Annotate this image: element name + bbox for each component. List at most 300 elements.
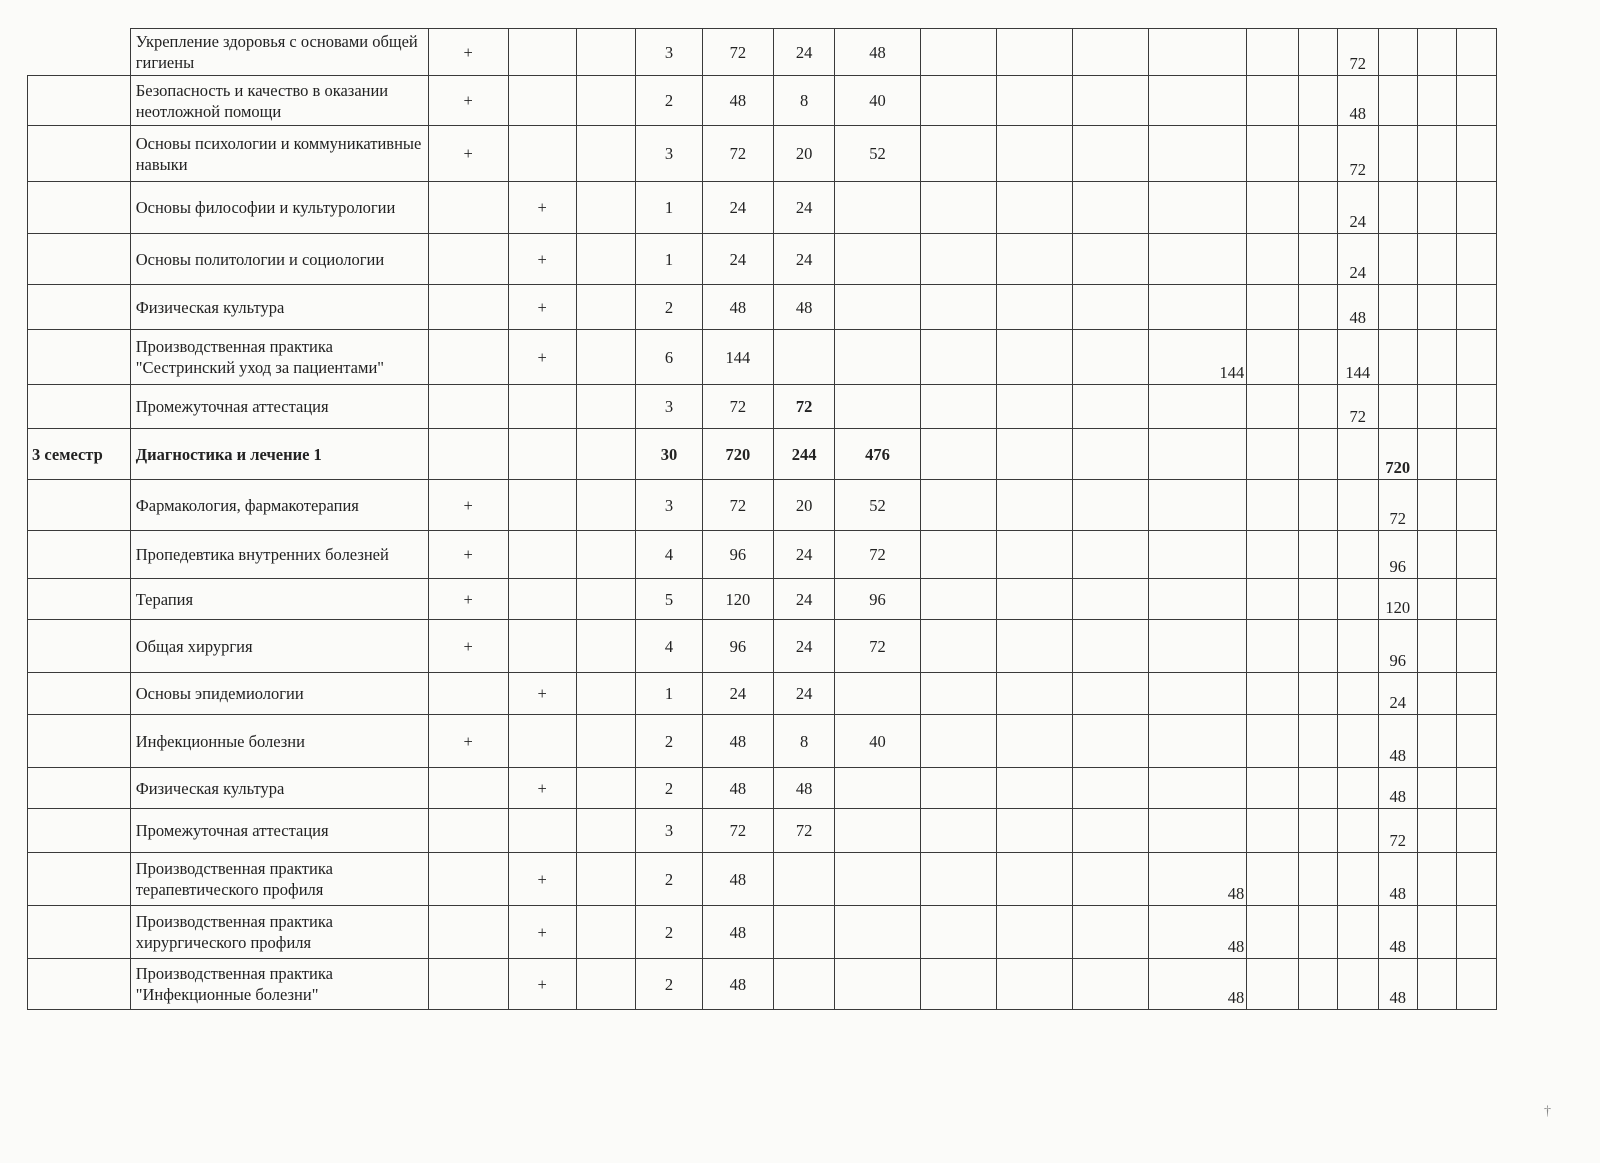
- internship-hours-cell: [1148, 620, 1247, 673]
- credit-mark-cell: [508, 385, 576, 429]
- credit-mark-cell: +: [508, 234, 576, 285]
- internship-hours-cell: 48: [1148, 853, 1247, 906]
- empty-cell: [1072, 29, 1148, 76]
- empty-cell: [920, 76, 996, 126]
- semester-total-cell: 48: [1378, 768, 1417, 809]
- empty-cell: [1247, 234, 1298, 285]
- credit-mark-cell: +: [508, 959, 576, 1010]
- total-hours-cell: 24: [702, 182, 773, 234]
- credit-units-cell: 30: [636, 429, 703, 480]
- discipline-name-cell: Безопасность и качество в оказании неотложной помощи: [130, 76, 428, 126]
- total-hours-cell: 144: [702, 330, 773, 385]
- credit-mark-cell: [508, 579, 576, 620]
- table-row: [28, 182, 1497, 234]
- empty-cell: [1417, 285, 1456, 330]
- exam-mark-cell: [428, 768, 508, 809]
- discipline-name-cell: Терапия: [130, 579, 428, 620]
- empty-cell: [1337, 673, 1378, 715]
- exam-mark-cell: [428, 234, 508, 285]
- semester-cell: 3 семестр: [28, 429, 131, 480]
- empty-cell: [996, 906, 1072, 959]
- empty-cell: [1247, 480, 1298, 531]
- semester-cell: [28, 809, 131, 853]
- semester-cell: [28, 531, 131, 579]
- empty-cell: [1337, 579, 1378, 620]
- internship-hours-cell: [1148, 429, 1247, 480]
- internship-hours-cell: [1148, 76, 1247, 126]
- credit-mark-cell: [508, 29, 576, 76]
- exam-mark-cell: [428, 959, 508, 1010]
- internship-hours-cell: [1148, 182, 1247, 234]
- empty-cell: [1072, 620, 1148, 673]
- table-row: [28, 29, 1497, 76]
- empty-cell: [576, 330, 636, 385]
- semester-total-cell: 24: [1337, 234, 1378, 285]
- empty-cell: [1378, 29, 1417, 76]
- empty-cell: [1298, 673, 1337, 715]
- discipline-name-cell: Основы эпидемиологии: [130, 673, 428, 715]
- table-row: [28, 853, 1497, 906]
- empty-cell: [920, 853, 996, 906]
- credit-mark-cell: +: [508, 285, 576, 330]
- semester-cell: [28, 673, 131, 715]
- total-hours-cell: 48: [702, 959, 773, 1010]
- empty-cell: [1456, 620, 1496, 673]
- empty-cell: [1247, 429, 1298, 480]
- semester-total-cell: 24: [1337, 182, 1378, 234]
- credit-mark-cell: +: [508, 330, 576, 385]
- empty-cell: [920, 620, 996, 673]
- semester-cell: [28, 385, 131, 429]
- empty-cell: [576, 715, 636, 768]
- empty-cell: [996, 234, 1072, 285]
- credit-mark-cell: [508, 715, 576, 768]
- empty-cell: [1247, 126, 1298, 182]
- empty-cell: [1298, 385, 1337, 429]
- lecture-hours-cell: [773, 330, 835, 385]
- empty-cell: [1298, 285, 1337, 330]
- empty-cell: [1072, 809, 1148, 853]
- empty-cell: [996, 809, 1072, 853]
- empty-cell: [920, 579, 996, 620]
- empty-cell: [996, 959, 1072, 1010]
- empty-cell: [576, 620, 636, 673]
- semester-total-cell: 72: [1337, 126, 1378, 182]
- empty-cell: [920, 809, 996, 853]
- discipline-name-cell: Фармакология, фармакотерапия: [130, 480, 428, 531]
- empty-cell: [576, 76, 636, 126]
- empty-cell: [1298, 29, 1337, 76]
- empty-cell: [1337, 429, 1378, 480]
- empty-cell: [1378, 385, 1417, 429]
- empty-cell: [1417, 579, 1456, 620]
- semester-total-cell: 48: [1378, 906, 1417, 959]
- practice-hours-cell: 40: [835, 715, 920, 768]
- exam-mark-cell: [428, 385, 508, 429]
- empty-cell: [920, 480, 996, 531]
- empty-cell: [920, 285, 996, 330]
- empty-cell: [1417, 531, 1456, 579]
- credit-units-cell: 2: [636, 285, 703, 330]
- table-row: [28, 429, 1497, 480]
- curriculum-table-body: [28, 29, 1497, 1010]
- semester-total-cell: 48: [1337, 285, 1378, 330]
- total-hours-cell: 96: [702, 531, 773, 579]
- internship-hours-cell: 144: [1148, 330, 1247, 385]
- empty-cell: [1298, 234, 1337, 285]
- lecture-hours-cell: 24: [773, 182, 835, 234]
- practice-hours-cell: [835, 385, 920, 429]
- semester-cell: [28, 330, 131, 385]
- table-row: [28, 285, 1497, 330]
- semester-cell: [28, 76, 131, 126]
- lecture-hours-cell: 20: [773, 480, 835, 531]
- empty-cell: [1337, 959, 1378, 1010]
- empty-cell: [1456, 673, 1496, 715]
- practice-hours-cell: [835, 285, 920, 330]
- discipline-name-cell: Основы психологии и коммуникативные навыки: [130, 126, 428, 182]
- empty-cell: [1072, 906, 1148, 959]
- empty-cell: [1072, 579, 1148, 620]
- lecture-hours-cell: [773, 906, 835, 959]
- credit-mark-cell: +: [508, 768, 576, 809]
- empty-cell: [1298, 853, 1337, 906]
- empty-cell: [1417, 620, 1456, 673]
- empty-cell: [1247, 285, 1298, 330]
- semester-total-cell: 72: [1337, 385, 1378, 429]
- practice-hours-cell: 40: [835, 76, 920, 126]
- table-row: [28, 385, 1497, 429]
- empty-cell: [1298, 126, 1337, 182]
- semester-cell: [28, 182, 131, 234]
- semester-total-cell: 48: [1378, 959, 1417, 1010]
- empty-cell: [1456, 715, 1496, 768]
- credit-units-cell: 3: [636, 480, 703, 531]
- semester-cell: [28, 715, 131, 768]
- empty-cell: [1378, 182, 1417, 234]
- table-row: [28, 531, 1497, 579]
- table-row: [28, 126, 1497, 182]
- credit-mark-cell: [508, 809, 576, 853]
- empty-cell: [576, 29, 636, 76]
- exam-mark-cell: +: [428, 29, 508, 76]
- empty-cell: [1298, 906, 1337, 959]
- empty-cell: [1072, 715, 1148, 768]
- empty-cell: [1456, 285, 1496, 330]
- total-hours-cell: 48: [702, 768, 773, 809]
- table-row: [28, 959, 1497, 1010]
- empty-cell: [996, 715, 1072, 768]
- exam-mark-cell: +: [428, 480, 508, 531]
- internship-hours-cell: [1148, 126, 1247, 182]
- credit-units-cell: 1: [636, 182, 703, 234]
- practice-hours-cell: [835, 768, 920, 809]
- empty-cell: [1378, 330, 1417, 385]
- internship-hours-cell: [1148, 29, 1247, 76]
- table-row: [28, 76, 1497, 126]
- exam-mark-cell: +: [428, 531, 508, 579]
- empty-cell: [1247, 715, 1298, 768]
- empty-cell: [1298, 182, 1337, 234]
- practice-hours-cell: 48: [835, 29, 920, 76]
- lecture-hours-cell: [773, 959, 835, 1010]
- total-hours-cell: 48: [702, 76, 773, 126]
- empty-cell: [1298, 809, 1337, 853]
- semester-total-cell: 96: [1378, 620, 1417, 673]
- empty-cell: [1072, 480, 1148, 531]
- total-hours-cell: 48: [702, 715, 773, 768]
- lecture-hours-cell: 24: [773, 234, 835, 285]
- credit-mark-cell: [508, 429, 576, 480]
- empty-cell: [576, 385, 636, 429]
- credit-units-cell: 3: [636, 126, 703, 182]
- empty-cell: [1417, 853, 1456, 906]
- semester-cell: [28, 480, 131, 531]
- empty-cell: [576, 906, 636, 959]
- empty-cell: [996, 531, 1072, 579]
- empty-cell: [576, 285, 636, 330]
- discipline-name-cell: Основы философии и культурологии: [130, 182, 428, 234]
- lecture-hours-cell: 24: [773, 620, 835, 673]
- lecture-hours-cell: 24: [773, 579, 835, 620]
- total-hours-cell: 48: [702, 285, 773, 330]
- exam-mark-cell: +: [428, 126, 508, 182]
- semester-cell: [28, 959, 131, 1010]
- empty-cell: [920, 715, 996, 768]
- credit-units-cell: 3: [636, 809, 703, 853]
- semester-total-cell: 96: [1378, 531, 1417, 579]
- empty-cell: [576, 768, 636, 809]
- internship-hours-cell: [1148, 285, 1247, 330]
- discipline-name-cell: Производственная практика терапевтического профиля: [130, 853, 428, 906]
- credit-mark-cell: [508, 126, 576, 182]
- credit-units-cell: 2: [636, 906, 703, 959]
- empty-cell: [920, 330, 996, 385]
- practice-hours-cell: [835, 330, 920, 385]
- empty-cell: [1456, 429, 1496, 480]
- practice-hours-cell: [835, 182, 920, 234]
- empty-cell: [576, 809, 636, 853]
- discipline-name-cell: Пропедевтика внутренних болезней: [130, 531, 428, 579]
- empty-cell: [1072, 330, 1148, 385]
- empty-cell: [1337, 906, 1378, 959]
- credit-units-cell: 2: [636, 76, 703, 126]
- empty-cell: [1337, 809, 1378, 853]
- practice-hours-cell: 52: [835, 126, 920, 182]
- empty-cell: [1417, 906, 1456, 959]
- empty-cell: [1337, 480, 1378, 531]
- empty-cell: [576, 126, 636, 182]
- practice-hours-cell: [835, 906, 920, 959]
- empty-cell: [996, 330, 1072, 385]
- total-hours-cell: 120: [702, 579, 773, 620]
- internship-hours-cell: [1148, 673, 1247, 715]
- discipline-name-cell: Производственная практика "Инфекционные болезни": [130, 959, 428, 1010]
- total-hours-cell: 72: [702, 480, 773, 531]
- empty-cell: [1417, 385, 1456, 429]
- empty-cell: [1247, 182, 1298, 234]
- internship-hours-cell: [1148, 809, 1247, 853]
- semester-cell: [28, 234, 131, 285]
- empty-cell: [920, 768, 996, 809]
- discipline-name-cell: Промежуточная аттестация: [130, 385, 428, 429]
- empty-cell: [1337, 620, 1378, 673]
- empty-cell: [1247, 385, 1298, 429]
- semester-total-cell: 48: [1378, 715, 1417, 768]
- empty-cell: [996, 579, 1072, 620]
- empty-cell: [1378, 76, 1417, 126]
- internship-hours-cell: 48: [1148, 959, 1247, 1010]
- discipline-name-cell: Инфекционные болезни: [130, 715, 428, 768]
- total-hours-cell: 720: [702, 429, 773, 480]
- empty-cell: [1298, 76, 1337, 126]
- total-hours-cell: 48: [702, 906, 773, 959]
- table-row: [28, 480, 1497, 531]
- empty-cell: [1456, 906, 1496, 959]
- empty-cell: [1072, 182, 1148, 234]
- discipline-name-cell: Физическая культура: [130, 768, 428, 809]
- empty-cell: [1247, 809, 1298, 853]
- practice-hours-cell: [835, 809, 920, 853]
- empty-cell: [996, 429, 1072, 480]
- exam-mark-cell: [428, 330, 508, 385]
- empty-cell: [1298, 715, 1337, 768]
- table-row: [28, 768, 1497, 809]
- semester-total-cell: 48: [1337, 76, 1378, 126]
- discipline-name-cell: Диагностика и лечение 1: [130, 429, 428, 480]
- empty-cell: [1298, 429, 1337, 480]
- semester-total-cell: 72: [1378, 809, 1417, 853]
- empty-cell: [1417, 182, 1456, 234]
- empty-cell: [1298, 768, 1337, 809]
- total-hours-cell: 72: [702, 809, 773, 853]
- lecture-hours-cell: 8: [773, 715, 835, 768]
- empty-cell: [1298, 620, 1337, 673]
- empty-cell: [1298, 330, 1337, 385]
- empty-cell: [1072, 959, 1148, 1010]
- empty-cell: [1072, 385, 1148, 429]
- lecture-hours-cell: 244: [773, 429, 835, 480]
- empty-cell: [920, 29, 996, 76]
- semester-cell: [28, 620, 131, 673]
- lecture-hours-cell: 8: [773, 76, 835, 126]
- internship-hours-cell: [1148, 234, 1247, 285]
- credit-mark-cell: [508, 620, 576, 673]
- semester-total-cell: 72: [1378, 480, 1417, 531]
- empty-cell: [1247, 579, 1298, 620]
- total-hours-cell: 24: [702, 234, 773, 285]
- exam-mark-cell: +: [428, 715, 508, 768]
- credit-units-cell: 2: [636, 768, 703, 809]
- credit-units-cell: 1: [636, 234, 703, 285]
- total-hours-cell: 96: [702, 620, 773, 673]
- table-row: [28, 673, 1497, 715]
- internship-hours-cell: [1148, 385, 1247, 429]
- empty-cell: [996, 768, 1072, 809]
- empty-cell: [1072, 853, 1148, 906]
- empty-cell: [1298, 531, 1337, 579]
- lecture-hours-cell: 48: [773, 768, 835, 809]
- empty-cell: [1417, 715, 1456, 768]
- empty-cell: [1456, 76, 1496, 126]
- practice-hours-cell: 96: [835, 579, 920, 620]
- empty-cell: [576, 673, 636, 715]
- empty-cell: [1417, 429, 1456, 480]
- internship-hours-cell: 48: [1148, 906, 1247, 959]
- practice-hours-cell: [835, 959, 920, 1010]
- practice-hours-cell: 476: [835, 429, 920, 480]
- credit-mark-cell: [508, 76, 576, 126]
- lecture-hours-cell: 24: [773, 673, 835, 715]
- lecture-hours-cell: 20: [773, 126, 835, 182]
- empty-cell: [1072, 285, 1148, 330]
- lecture-hours-cell: 24: [773, 29, 835, 76]
- empty-cell: [1072, 234, 1148, 285]
- scan-mark: †: [1544, 1104, 1551, 1119]
- empty-cell: [1417, 234, 1456, 285]
- discipline-name-cell: Основы политологии и социологии: [130, 234, 428, 285]
- exam-mark-cell: [428, 429, 508, 480]
- empty-cell: [996, 126, 1072, 182]
- exam-mark-cell: [428, 285, 508, 330]
- empty-cell: [1456, 126, 1496, 182]
- empty-cell: [1378, 126, 1417, 182]
- empty-cell: [1417, 330, 1456, 385]
- empty-cell: [576, 480, 636, 531]
- exam-mark-cell: [428, 906, 508, 959]
- semester-cell: [28, 126, 131, 182]
- empty-cell: [1417, 673, 1456, 715]
- discipline-name-cell: Производственная практика "Сестринский уход за пациентами": [130, 330, 428, 385]
- semester-cell: [28, 579, 131, 620]
- discipline-name-cell: Физическая культура: [130, 285, 428, 330]
- empty-cell: [996, 385, 1072, 429]
- exam-mark-cell: [428, 673, 508, 715]
- empty-cell: [1247, 959, 1298, 1010]
- empty-cell: [996, 76, 1072, 126]
- empty-cell: [920, 182, 996, 234]
- total-hours-cell: 72: [702, 385, 773, 429]
- internship-hours-cell: [1148, 715, 1247, 768]
- empty-cell: [996, 182, 1072, 234]
- empty-cell: [1378, 234, 1417, 285]
- semester-total-cell: 144: [1337, 330, 1378, 385]
- table-row: [28, 330, 1497, 385]
- lecture-hours-cell: 24: [773, 531, 835, 579]
- credit-mark-cell: +: [508, 673, 576, 715]
- table-row: [28, 579, 1497, 620]
- credit-units-cell: 3: [636, 385, 703, 429]
- empty-cell: [1456, 29, 1496, 76]
- empty-cell: [920, 959, 996, 1010]
- lecture-hours-cell: 72: [773, 809, 835, 853]
- table-row: [28, 809, 1497, 853]
- empty-cell: [1456, 385, 1496, 429]
- empty-cell: [1072, 531, 1148, 579]
- empty-cell: [920, 234, 996, 285]
- empty-cell: [1456, 959, 1496, 1010]
- empty-cell: [576, 959, 636, 1010]
- credit-units-cell: 6: [636, 330, 703, 385]
- empty-cell: [1298, 579, 1337, 620]
- empty-cell: [996, 480, 1072, 531]
- empty-cell: [1378, 285, 1417, 330]
- semester-total-cell: 24: [1378, 673, 1417, 715]
- empty-cell: [1072, 768, 1148, 809]
- empty-cell: [576, 429, 636, 480]
- empty-cell: [1247, 853, 1298, 906]
- empty-cell: [1417, 480, 1456, 531]
